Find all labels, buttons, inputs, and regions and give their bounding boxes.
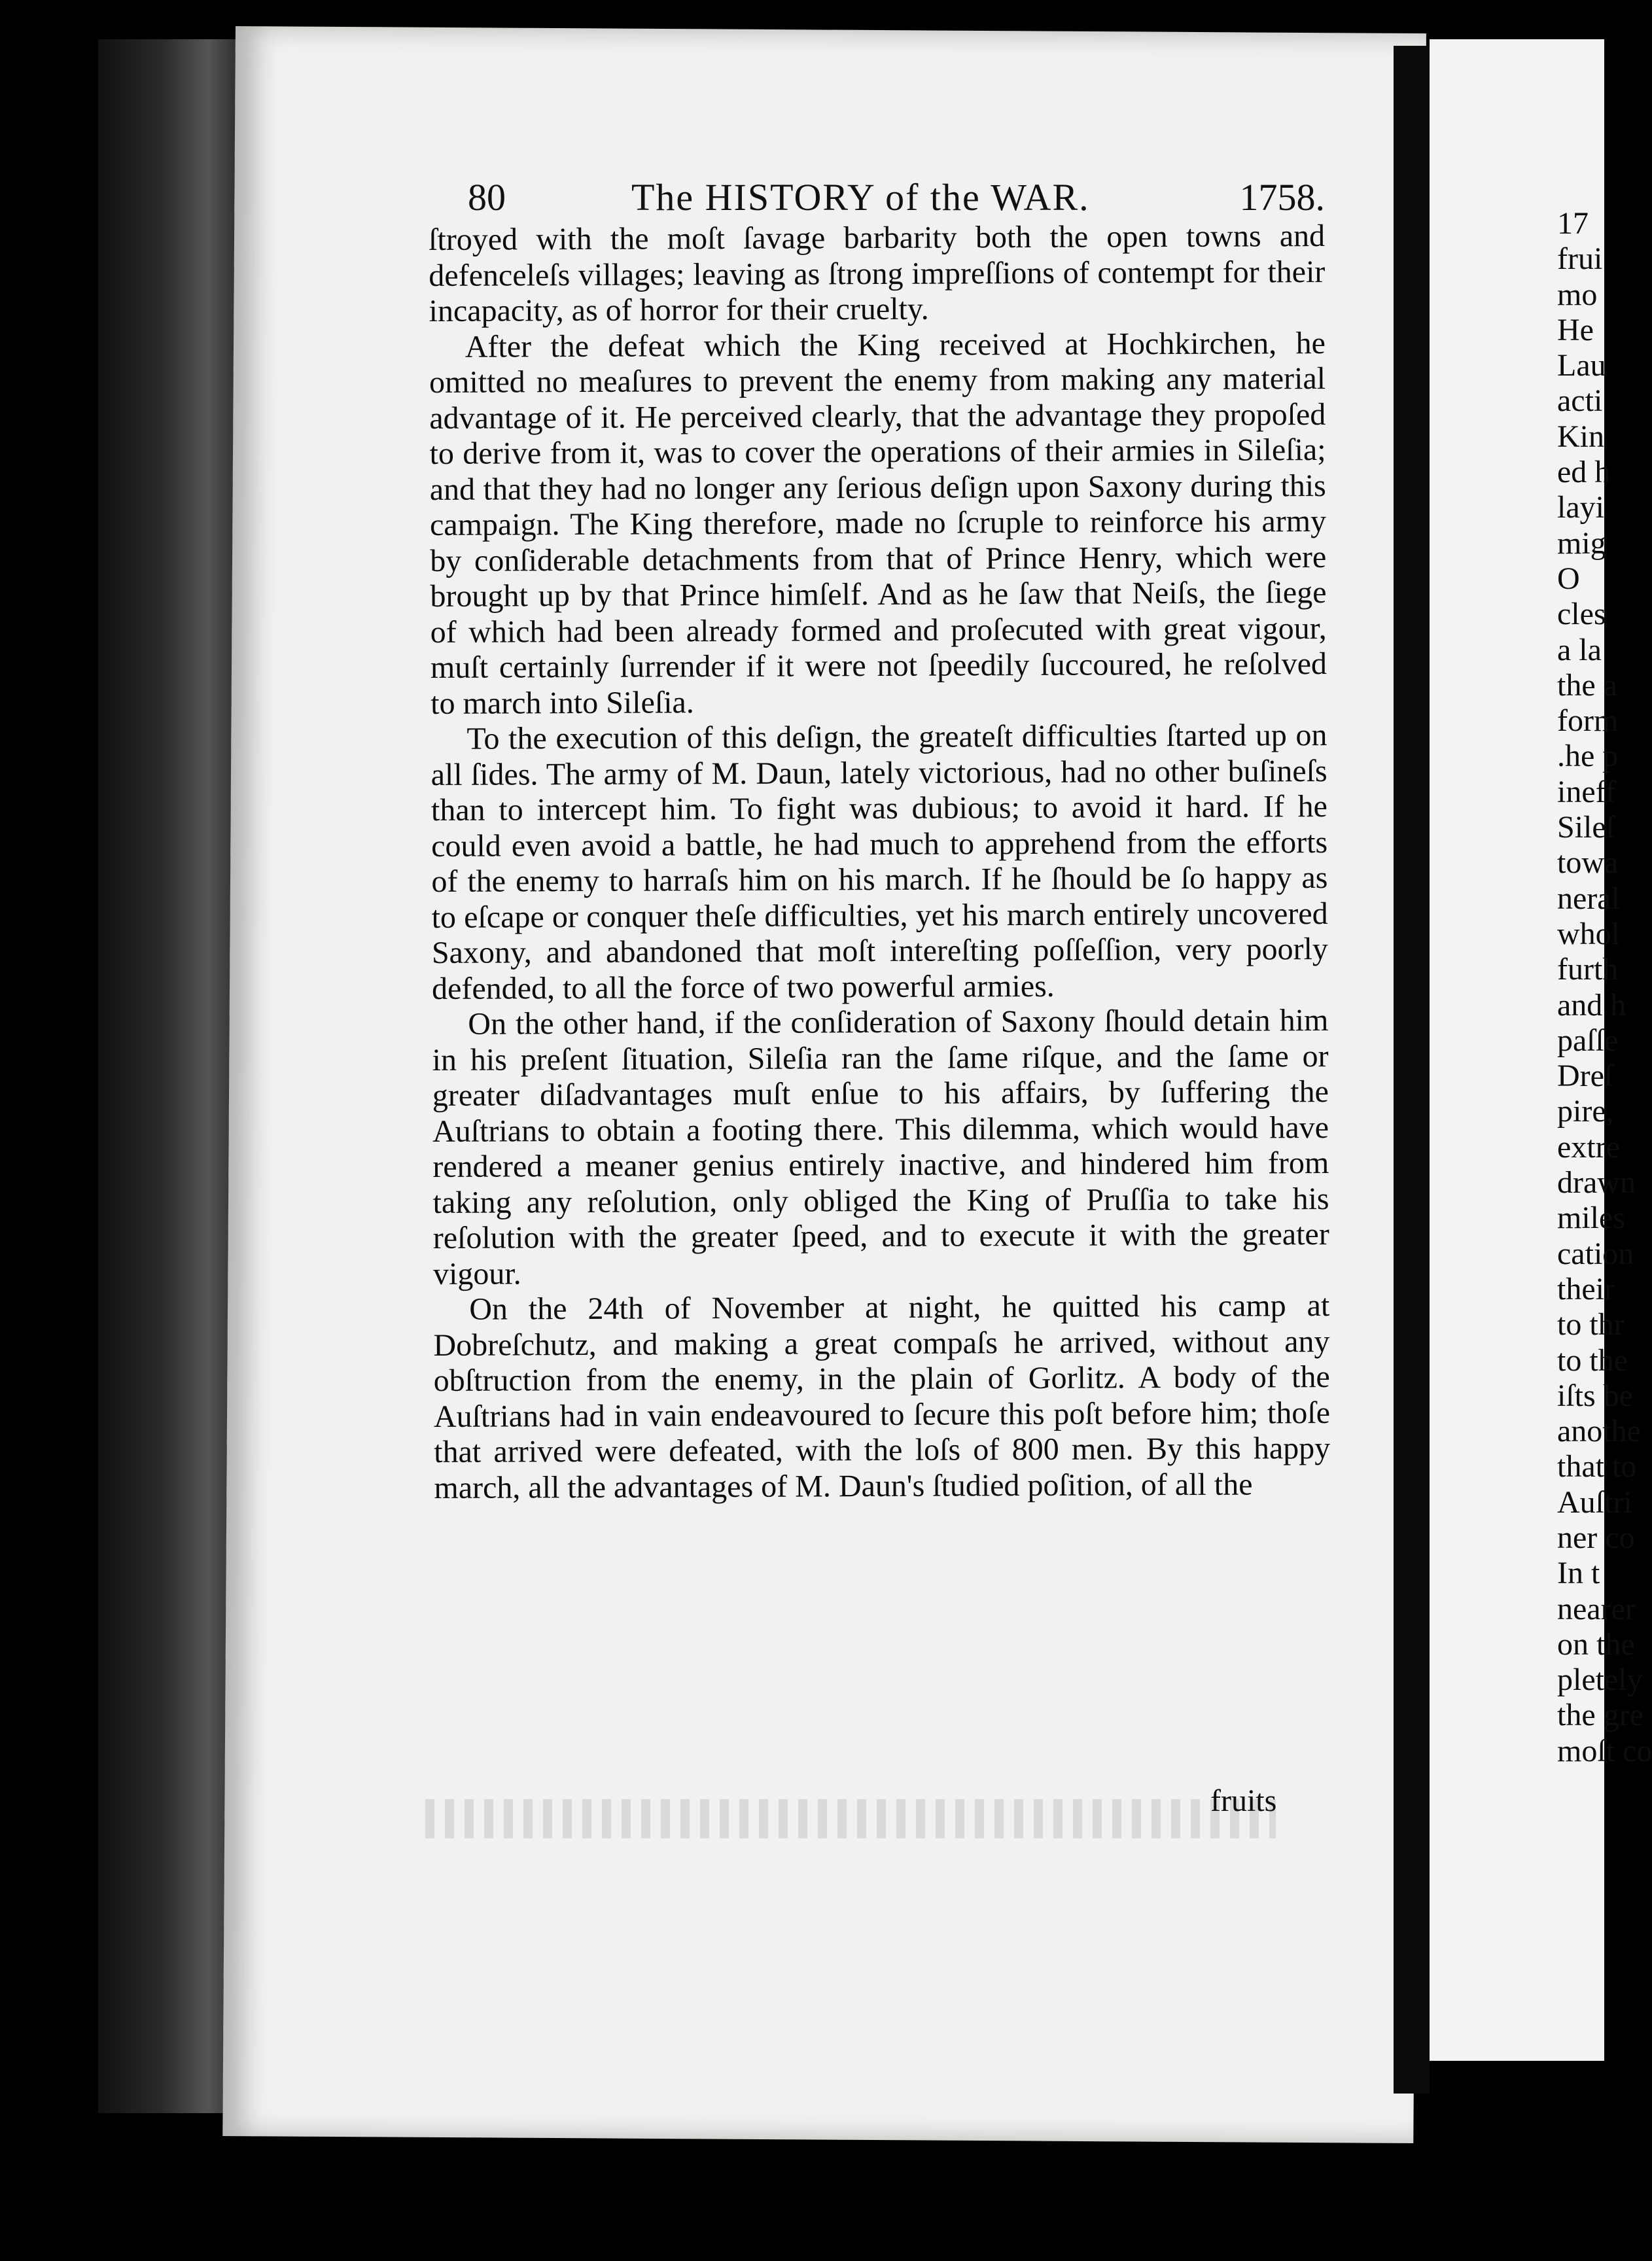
facing-page-line-fragment: Dreſ bbox=[1557, 1059, 1613, 1094]
facing-page-line-fragment: neral bbox=[1557, 881, 1620, 916]
facing-page-line-fragment: drawn bbox=[1557, 1165, 1636, 1201]
facing-page-line-fragment: furth bbox=[1557, 952, 1619, 987]
paragraph: On the other hand, if the conſideration of Saxony ſhould detain him in his preſent ſituation, Sileſia ran the ſame riſque, and the ſame or greater diſadvantages muſt enſue to his affairs, by ſuffering the Auſtrians to obtain a footing there. This dilemma, which would have rendered a meaner genius entirely inactive, and hindered him from taking any reſolution, only obliged the King of Pruſſia to take his reſolution with the greater ſpeed, and to execute it with the greater vigour. bbox=[432, 1003, 1329, 1291]
facing-page-line-fragment: layi bbox=[1557, 490, 1604, 525]
facing-page-line-fragment: Auſtri bbox=[1557, 1484, 1632, 1520]
facing-page-line-fragment: In t bbox=[1557, 1556, 1600, 1591]
running-head bbox=[468, 170, 1325, 222]
facing-page-line-fragment: on the bbox=[1557, 1626, 1635, 1662]
facing-page-line-fragment: miles bbox=[1557, 1201, 1625, 1236]
facing-page-line-fragment: iſts be bbox=[1557, 1378, 1633, 1413]
facing-page-line-fragment: towa bbox=[1557, 845, 1619, 881]
facing-page-line-fragment: extre bbox=[1557, 1129, 1620, 1165]
facing-page-line-fragment: frui bbox=[1557, 241, 1603, 277]
paragraph: To the execution of this deſign, the greateſt difficulties ſtarted up on all ſides. The army of M. Daun, lately victorious, had no other buſineſs than to intercept him. To fight was dubious; to avoid it hard. If he could even avoid a battle, he had much to apprehend from the efforts of the enemy to harraſs him on his march. If he ſhould be ſo happy as to eſcape or conquer theſe difficulties, yet his march entirely uncovered Saxony, and abandoned that moſt intereſting poſſeſſion, very poorly defended, to all the force of two powerful armies. bbox=[431, 718, 1328, 1006]
show-through-bleed bbox=[425, 1799, 1276, 1838]
running-year: 1758. bbox=[1239, 176, 1325, 219]
running-title: The HISTORY of the WAR. bbox=[631, 176, 1090, 219]
facing-page-line-fragment: cation bbox=[1557, 1236, 1634, 1271]
facing-page-line-fragment: nearer bbox=[1557, 1591, 1636, 1626]
facing-page-line-fragment: pletely bbox=[1557, 1662, 1643, 1698]
facing-page-line-fragment: O bbox=[1557, 561, 1580, 596]
facing-page-line-fragment: that to bbox=[1557, 1449, 1637, 1484]
body-text bbox=[429, 219, 1331, 1506]
facing-page-line-fragment: moſt co bbox=[1557, 1733, 1652, 1768]
facing-page-line-fragment: whol bbox=[1557, 916, 1620, 951]
facing-page-line-fragment: to thr bbox=[1557, 1307, 1625, 1342]
facing-page-line-fragment: a la bbox=[1557, 632, 1602, 667]
facing-page-line-fragment: their bbox=[1557, 1271, 1615, 1306]
facing-page-line-fragment: mig bbox=[1557, 525, 1606, 561]
page-number: 80 bbox=[468, 176, 506, 219]
facing-page-line-fragment: cles bbox=[1557, 597, 1606, 632]
facing-page-line-fragment: form bbox=[1557, 703, 1619, 739]
facing-page-line-fragment: ner co bbox=[1557, 1520, 1635, 1555]
facing-page-line-fragment: ed h bbox=[1557, 455, 1611, 490]
facing-page-line-fragment: ineff bbox=[1557, 774, 1616, 809]
paragraph: After the defeat which the King received at Hochkirchen, he omitted no meaſures to prevent the enemy from making any material advantage of it. He perceived clearly, that the advantage they propoſed to derive from it, was to cover the operations of their armies in Sileſia; and that they had no longer any ſerious deſign upon Saxony during this campaign. The King therefore, made no ſcruple to reinforce his army by conſiderable detachments from that of Prince Henry, which were brought up by that Prince himſelf. And as he ſaw that Neiſs, the ſiege of which had been already formed and proſecuted with great vigour, muſt certainly ſurrender if it were not ſpeedily ſuccoured, he reſolved to march into Sileſia. bbox=[429, 325, 1327, 721]
facing-page-line-fragment: Sileſ bbox=[1557, 810, 1615, 845]
facing-page-line-fragment: acti bbox=[1557, 383, 1603, 419]
facing-page-line-fragment: to the bbox=[1557, 1342, 1628, 1378]
facing-page-line-fragment: anothe bbox=[1557, 1414, 1641, 1449]
facing-page-line-fragment: .he p bbox=[1557, 739, 1619, 774]
paragraph-continuation: ſtroyed with the moſt ſavage barbarity both the open towns and defenceleſs villages; leaving as ſtrong impreſſions of contempt for their incapacity, as of horror for their cruelty. bbox=[429, 219, 1326, 328]
facing-page-line-fragment: pire, bbox=[1557, 1094, 1614, 1129]
facing-page-line-fragment: paſſe bbox=[1557, 1023, 1619, 1058]
paragraph: On the 24th of November at night, he quitted his camp at Dobreſchutz, and making a great compaſs he arrived, without any obſtruction from the enemy, in the plain of Gorlitz. A body of the Auſtrians had in vain endeavoured to ſecure this poſt before him; thoſe that arrived were defeated, with the loſs of 800 men. By this happy march, all the advantages of M. Daun's ſtudied poſition, of all the bbox=[433, 1288, 1331, 1505]
facing-page-line-fragment: the a bbox=[1557, 667, 1617, 703]
facing-page-line-fragment: 17 bbox=[1557, 206, 1589, 241]
facing-page-line-fragment: Lau bbox=[1557, 348, 1606, 383]
catchword: fruits bbox=[1210, 1783, 1277, 1818]
facing-page-line-fragment: the gre bbox=[1557, 1698, 1643, 1733]
facing-page-line-fragment: mo bbox=[1557, 277, 1598, 312]
facing-page-line-fragment: He bbox=[1557, 312, 1594, 347]
facing-page-line-fragment: and h bbox=[1557, 987, 1626, 1023]
facing-page-line-fragment: Kin bbox=[1557, 419, 1604, 454]
facing-page-text-fragments bbox=[1557, 206, 1652, 1769]
page-gutter bbox=[1394, 46, 1430, 2094]
